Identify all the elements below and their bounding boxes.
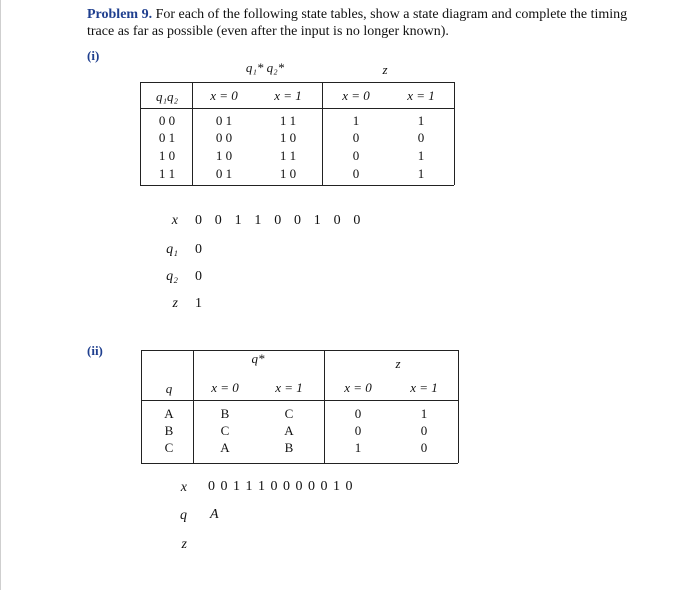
table-i-rule-right [454,82,455,185]
trace-ii-q-label: q [180,508,187,523]
table-ii-rule-bottom [141,463,458,464]
left-border [0,0,1,590]
trace-i-x-value: 0 [353,213,361,228]
table-ii-col-x0: x = 0 [211,380,239,395]
problem-label: Problem 9. [87,7,153,22]
table-ii-next-x0-values: B C A [220,406,230,455]
cell-next-x1: 1 1 [279,113,297,128]
trace-i-x-value: 1 [234,213,242,228]
table-i-col-z0: x = 0 [342,88,370,103]
cell-z-x1: 0 [417,130,425,145]
trace-i-q1-label: q₁ [166,242,178,257]
problem-statement [87,6,647,40]
trace-i-q1-value: 0 [195,242,202,257]
table-i-rule-bottom [140,185,454,186]
problem-text: For each of the following state tables, show a state diagram and complete the timing trace as far as possible (even after the input is no longer known). [87,7,628,39]
table-ii-rule-present [193,350,194,463]
trace-i-z-label: z [172,296,178,311]
cell-next-x0: 0 1 [215,166,233,181]
cell-next-x0: 0 1 [215,113,233,128]
table-i-rule-mid [322,82,323,185]
cell-present: 1 1 [158,166,176,181]
trace-i-x-value: 1 [313,213,321,228]
table-ii-col-z0: x = 0 [344,380,372,395]
table-i-rule-top [140,82,454,83]
trace-ii-x-values: 0 0 1 1 1 0 0 0 0 0 1 0 [208,479,354,494]
table-i-col-x1: x = 1 [274,88,302,103]
trace-i-x-value: 0 [294,213,301,228]
table-i-rule-present [192,82,193,185]
cell-z-x0: 1 [352,113,360,128]
cell-next-x1: 1 0 [279,130,297,145]
trace-i-q2-value: 0 [195,269,202,284]
trace-i-x-value: 0 [333,213,341,228]
trace-i-x-label: x [171,213,178,228]
cell-present: 0 1 [158,130,176,145]
trace-i-x-value: 0 [274,213,282,228]
part-ii-label: (ii) [87,343,103,358]
cell-next-x0: 0 0 [215,130,233,145]
table-i-present-col: q₁q₂ [155,89,179,104]
table-ii-rule-right [458,350,459,463]
trace-i-x-value: 0 [195,213,202,228]
table-ii-col-x1: x = 1 [275,380,303,395]
trace-ii-q-value: A [210,507,219,522]
table-i-col-x0: x = 0 [210,88,238,103]
table-ii-next-state-header: q* [251,351,265,366]
trace-ii-z-label: z [181,537,187,552]
cell-z-x1: 1 [417,113,425,128]
part-i-label: (i) [87,48,100,63]
table-ii-present-values: A B C [164,406,174,455]
table-i-rule-left [140,82,141,185]
trace-i-x-value: 0 [214,213,222,228]
cell-z-x1: 1 [417,148,425,163]
cell-z-x0: 0 [352,148,360,163]
cell-present: 1 0 [158,148,176,163]
cell-next-x0: 1 0 [215,148,233,163]
cell-next-x1: 1 1 [279,148,297,163]
table-ii-present-col: q [165,381,173,396]
table-ii-rule-left [141,350,142,463]
table-ii-z-x0-values: 0 0 1 [354,406,362,455]
table-ii-output-header: z [395,356,401,371]
trace-i-q2-label: q₂ [166,269,178,284]
table-ii-rule-header [141,400,458,401]
table-ii-z-x1-values: 1 0 0 [420,406,428,455]
trace-i-x-value: 1 [254,213,262,228]
trace-i-z-value: 1 [195,296,202,311]
cell-z-x0: 0 [352,130,360,145]
table-ii-rule-mid [324,350,325,463]
table-i-output-header: z [382,62,388,77]
cell-z-x0: 0 [352,166,360,181]
table-ii-col-z1: x = 1 [410,380,438,395]
table-i-col-z1: x = 1 [407,88,435,103]
cell-next-x1: 1 0 [279,166,297,181]
cell-present: 0 0 [158,113,176,128]
table-ii-rule-top [141,350,458,351]
table-ii-next-x1-values: C A B [284,406,294,455]
cell-z-x1: 1 [417,166,425,181]
table-i-rule-header [140,108,454,109]
trace-ii-x-label: x [180,480,187,495]
table-i-next-state-header: q₁* q₂* [245,60,285,75]
